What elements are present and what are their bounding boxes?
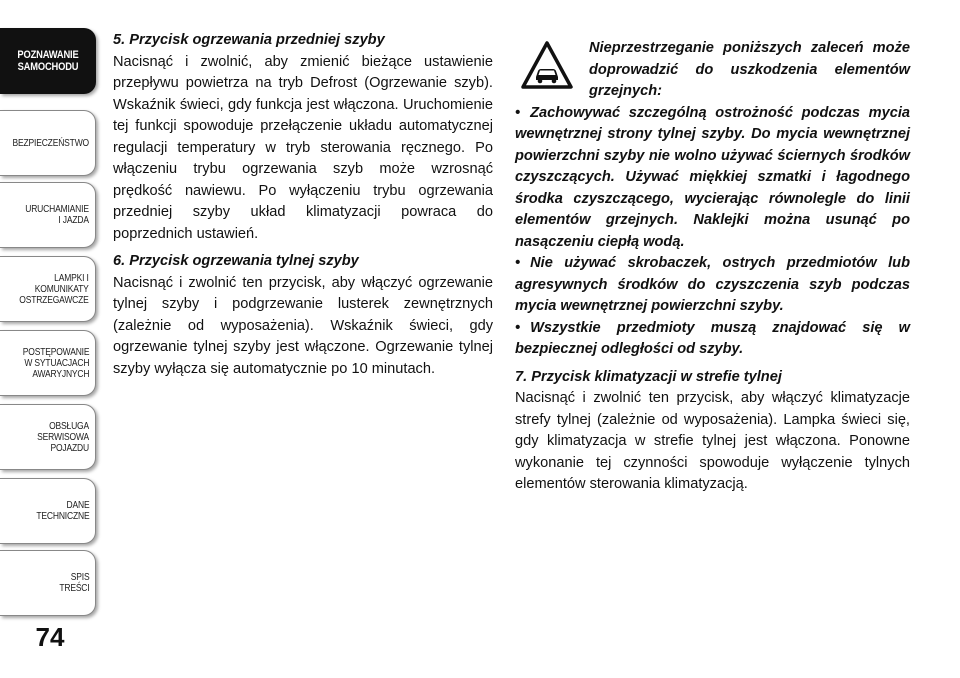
- tab-poznawanie-samochodu[interactable]: [0, 28, 96, 94]
- tab-label: OBSŁUGA SERWISOWA POJAZDU: [37, 420, 89, 454]
- tab-postepowanie-awaryjne[interactable]: [0, 330, 96, 396]
- tab-label: URUCHAMIANIE I JAZDA: [25, 204, 89, 226]
- tab-label: POZNAWANIE SAMOCHODU: [16, 49, 79, 73]
- tab-label: LAMPKI I KOMUNIKATY OSTRZEGAWCZE: [19, 272, 89, 306]
- section-5-body: Nacisnąć i zwolnić, aby zmienić bieżące ustawienie przepływu powietrza na tryb Defrost (Ogrzewanie szyb). Wskaźnik świeci, gdy funkcja jest włączona. Uruchomienie tej funkcji spowoduje przełączenie układu automatycznej regulacji temperatury w tryb sterowania ręcznego. Po włączeniu trybu ogrzewania szyb może wzrosnąć prędkość nawiewu. Po wyłączeniu trybu ogrzewania przedniej szyby układ klimatyzacji powraca do poprzednich ustawień.: [113, 53, 493, 242]
- page-number: 74: [35, 622, 65, 652]
- section-6-body: Nacisnąć i zwolnić ten przycisk, aby włączyć ogrzewanie tylnej szyby i podgrzewanie lusterek zewnętrznych (zależnie od wyposażenia). Wskaźnik świeci, gdy ogrzewanie tylnej szyby jest włączone. Ogrzewanie tylnej szyby wyłącza się automatycznie po 10 minutach.: [113, 274, 493, 377]
- section-6-heading: 6. Przycisk ogrzewania tylnej szyby: [113, 253, 359, 269]
- warning-bullet: • Wszystkie przedmioty muszą znajdować się w bezpiecznej odległości od szyby.: [515, 319, 910, 357]
- tab-obsluga-serwisowa[interactable]: [0, 404, 96, 470]
- tab-lampki-i-komunikaty[interactable]: [0, 256, 96, 322]
- tab-label: SPIS TREŚCI: [58, 572, 89, 594]
- section-7-heading: 7. Przycisk klimatyzacji w strefie tylnej: [515, 368, 782, 385]
- tab-spis-tresci[interactable]: [0, 550, 96, 616]
- tab-label: DANE TECHNICZNE: [35, 500, 89, 522]
- bullet-dot: •: [515, 319, 521, 336]
- warning-bullet: • Zachowywać szczególną ostrożność podczas mycia wewnętrznej strony tylnej szyby. Do mycia wewnętrznej powierzchni szyby nie wolno używać ściernych środków czyszczących. Używać miękkiej szmatki i łagodnego środka czyszczącego, wycierając równolegle do linii elementów grzejnych. Naklejki można usunąć po nasączeniu ciepłą wodą.: [515, 104, 910, 250]
- warning-box: [515, 38, 910, 361]
- left-column: [113, 30, 493, 380]
- section-7-body: Nacisnąć i zwolnić ten przycisk, aby włączyć klimatyzacje strefy tylnej (zależnie od wyposażenia). Lampka świeci się, gdy klimatyzacja w strefie tylnej jest włączona. Ponowne wykonanie tej czynności spowoduje wyłączenie tylnych elementów sterowania klimatyzacją.: [515, 390, 910, 492]
- car-warning-triangle-icon: [521, 40, 573, 90]
- warning-intro: Nieprzestrzeganie poniższych zaleceń może doprowadzić do uszkodzenia elementów grzejnych:: [589, 40, 910, 99]
- bullet-dot: •: [515, 104, 521, 121]
- bullet-dot: •: [515, 255, 521, 271]
- tab-label: POSTĘPOWANIE W SYTUACJACH AWARYJNYCH: [22, 346, 89, 380]
- tab-dane-techniczne[interactable]: [0, 478, 96, 544]
- section-sidebar: [0, 0, 100, 678]
- warning-bullet: • Nie używać skrobaczek, ostrych przedmiotów lub agresywnych środków do czyszczenia szyb podczas mycia wewnętrznej powierzchni szyby.: [515, 255, 910, 314]
- tab-uruchamianie-i-jazda[interactable]: [0, 182, 96, 248]
- right-column: [515, 38, 910, 496]
- section-5-heading: 5. Przycisk ogrzewania przedniej szyby: [113, 32, 385, 48]
- tab-label: BEZPIECZEŃSTWO: [12, 137, 89, 149]
- tab-bezpieczenstwo[interactable]: [0, 110, 96, 176]
